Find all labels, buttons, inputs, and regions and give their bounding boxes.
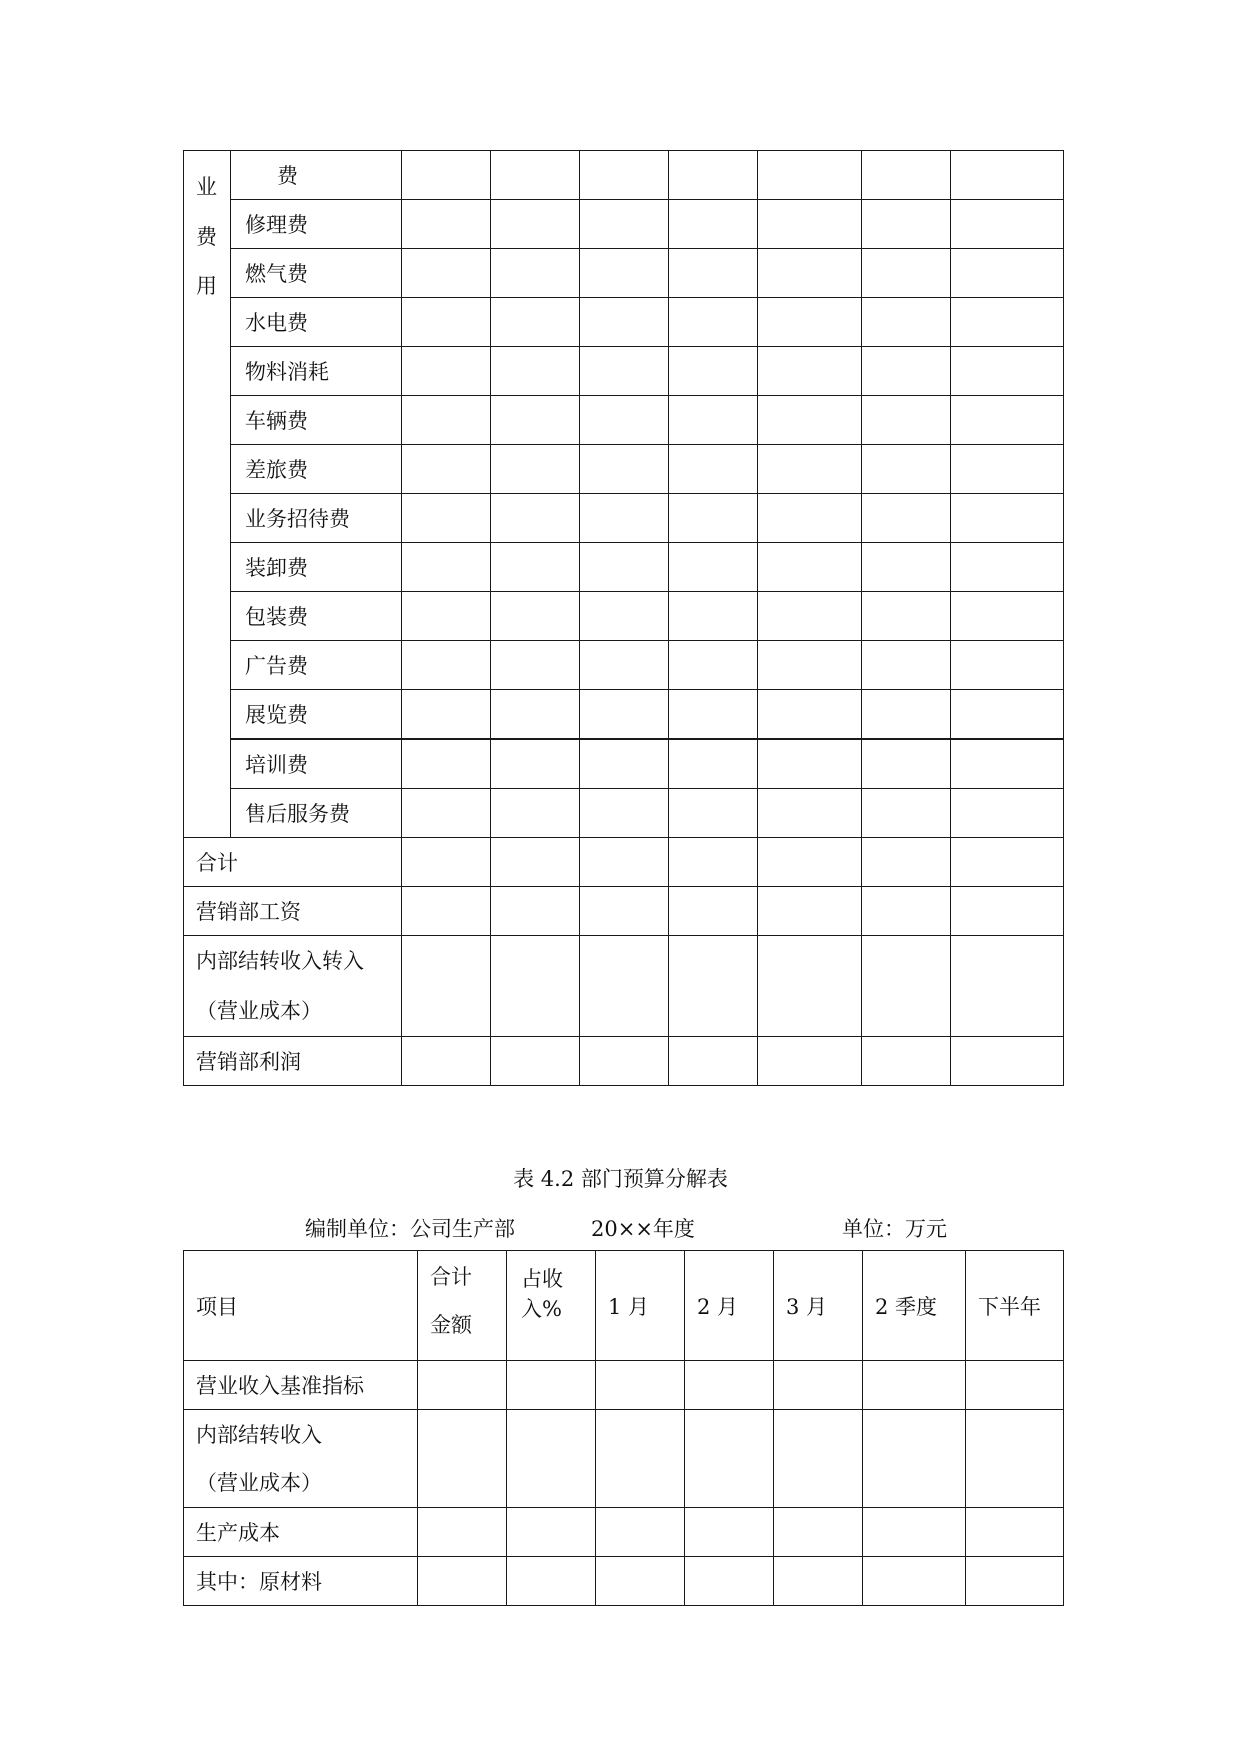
- internal-transfer-line1: 内部结转收入转入: [196, 949, 364, 973]
- header-total-line1: 合计: [430, 1265, 472, 1289]
- header-month-3: 3 月: [774, 1251, 863, 1361]
- row-label-line1: 内部结转收入: [196, 1422, 322, 1447]
- vertical-char: 费: [196, 224, 217, 249]
- row-label: 营业收入基准指标: [184, 1361, 418, 1410]
- header-item: 项目: [184, 1251, 418, 1361]
- expense-item-label: 售后服务费: [231, 789, 402, 838]
- total-row-label: 合计: [184, 838, 402, 887]
- expense-item-label: 广告费: [231, 641, 402, 690]
- header-q2: 2 季度: [863, 1251, 966, 1361]
- salary-row-label: 营销部工资: [184, 887, 402, 936]
- header-total-line2: 金额: [430, 1313, 472, 1337]
- expense-item-label: 物料消耗: [231, 347, 402, 396]
- internal-transfer-row-label: [184, 936, 402, 1037]
- profit-row-label: 营销部利润: [184, 1037, 402, 1086]
- header-month-1: 1 月: [596, 1251, 685, 1361]
- fiscal-year: 20××年度: [591, 1217, 695, 1241]
- vertical-char: 用: [196, 274, 217, 298]
- expense-item-label: 燃气费: [231, 249, 402, 298]
- expense-item-label: 水电费: [231, 298, 402, 347]
- expense-table: [183, 150, 1064, 1086]
- row-label-internal-transfer: [184, 1410, 418, 1508]
- header-total-amount: [418, 1251, 507, 1361]
- expense-group-label: [184, 151, 231, 838]
- expense-item-label: 费: [231, 151, 402, 200]
- expense-item-label: 差旅费: [231, 445, 402, 494]
- expense-item-label: 装卸费: [231, 543, 402, 592]
- row-label-line2: （营业成本）: [196, 1470, 322, 1495]
- budget-breakdown-table: [183, 1250, 1064, 1606]
- money-unit: 单位：万元: [842, 1217, 947, 1241]
- internal-transfer-line2: （营业成本）: [196, 999, 322, 1023]
- table-caption: 表 4.2 部门预算分解表: [513, 1167, 728, 1191]
- expense-item-label: 业务招待费: [231, 494, 402, 543]
- expense-item-label: 展览费: [231, 690, 402, 740]
- expense-item-label: 包装费: [231, 592, 402, 641]
- header-revenue-percent: 占收入%: [507, 1251, 596, 1361]
- row-label: 其中：原材料: [184, 1557, 418, 1606]
- vertical-char: 业: [196, 175, 217, 199]
- compile-unit: 编制单位：公司生产部: [305, 1217, 515, 1241]
- header-month-2: 2 月: [685, 1251, 774, 1361]
- expense-item-label: 培训费: [231, 739, 402, 789]
- header-h2: 下半年: [966, 1251, 1064, 1361]
- row-label: 生产成本: [184, 1508, 418, 1557]
- expense-item-label: 车辆费: [231, 396, 402, 445]
- expense-item-label: 修理费: [231, 200, 402, 249]
